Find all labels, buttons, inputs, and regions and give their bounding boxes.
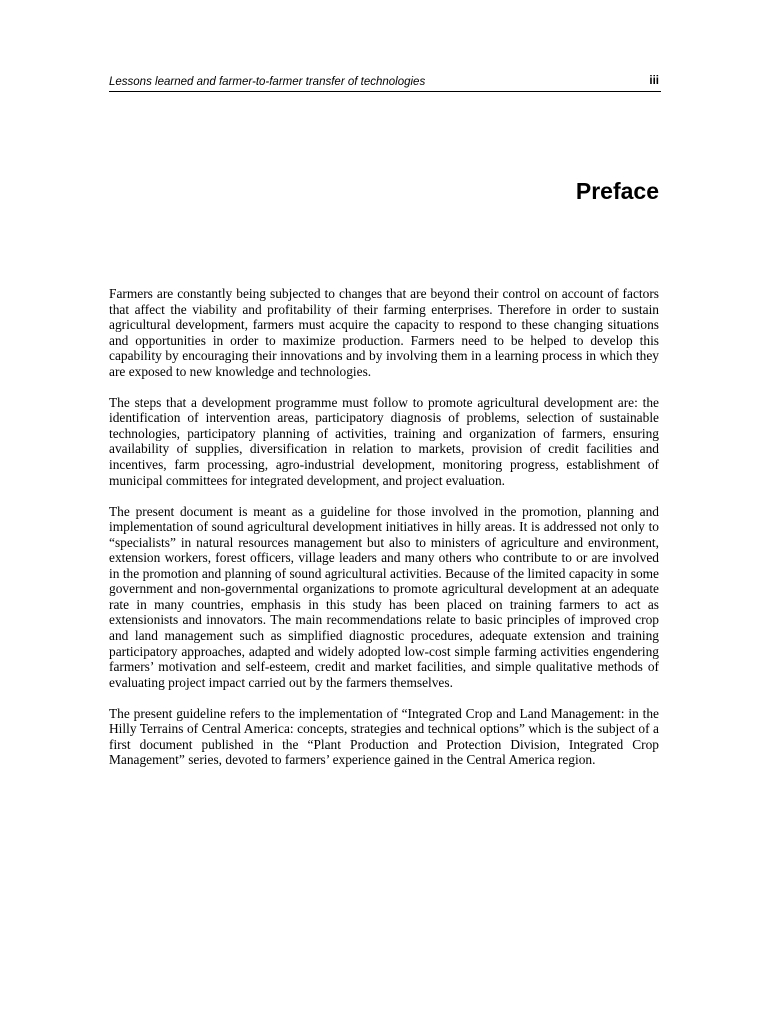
paragraph-2: The steps that a development programme must follow to promote agricultural development are: the identification of intervention areas, participatory diagnosis of problems, selection of sustainable technologies, participatory planning of activities, training and organization of farmers, ensuring availability of supplies, diversification in relation to markets, provision of credit facilities and incentives, farm processing, agro-industrial development, monitoring progress, establishment of municipal committees for integrated development, and project evaluation. (109, 394, 659, 488)
running-title: Lessons learned and farmer-to-farmer transfer of technologies (109, 76, 426, 88)
paragraph-3: The present document is meant as a guideline for those involved in the promotion, planning and implementation of sound agricultural development initiatives in hilly areas. It is addressed not only to “specialists” in natural resources management but also to ministers of agriculture and environment, extension workers, forest officers, village leaders and many others who contribute to or are involved in the promotion and planning of sound agricultural activities. Because of the limited capacity in some government and non-governmental organizations to promote agricultural development at an adequate rate in many countries, emphasis in this study has been placed on training farmers to act as extensionists and innovators. The main recommendations relate to basic principles of improved crop and land management such as simplified diagnostic procedures, adequate extension and training participatory approaches, adapted and widely adopted low-cost simple farming activities engendering farmers’ motivation and self-esteem, credit and market facilities, and simple qualitative methods of evaluating project impact carried out by the farmers themselves. (109, 503, 659, 690)
page-title: Preface (575, 178, 659, 204)
paragraph-1: Farmers are constantly being subjected to changes that are beyond their control on account of factors that affect the viability and profitability of their farming enterprises. Therefore in order to sustain agricultural development, farmers must acquire the capacity to respond to these changing situations and opportunities in order to maximize production. Farmers need to be helped to develop this capability by encouraging their innovations and by involving them in a learning process in which they are exposed to new knowledge and technologies. (109, 286, 659, 379)
page-number: iii (649, 75, 659, 87)
running-header (109, 74, 661, 92)
paragraph-4: The present guideline refers to the implementation of “Integrated Crop and Land Management: in the Hilly Terrains of Central America: concepts, strategies and technical options” which is the subject of a first document published in the “Plant Production and Protection Division, Integrated Crop Management” series, devoted to farmers’ experience gained in the Central America region. (109, 705, 659, 768)
preface-body (109, 286, 659, 784)
